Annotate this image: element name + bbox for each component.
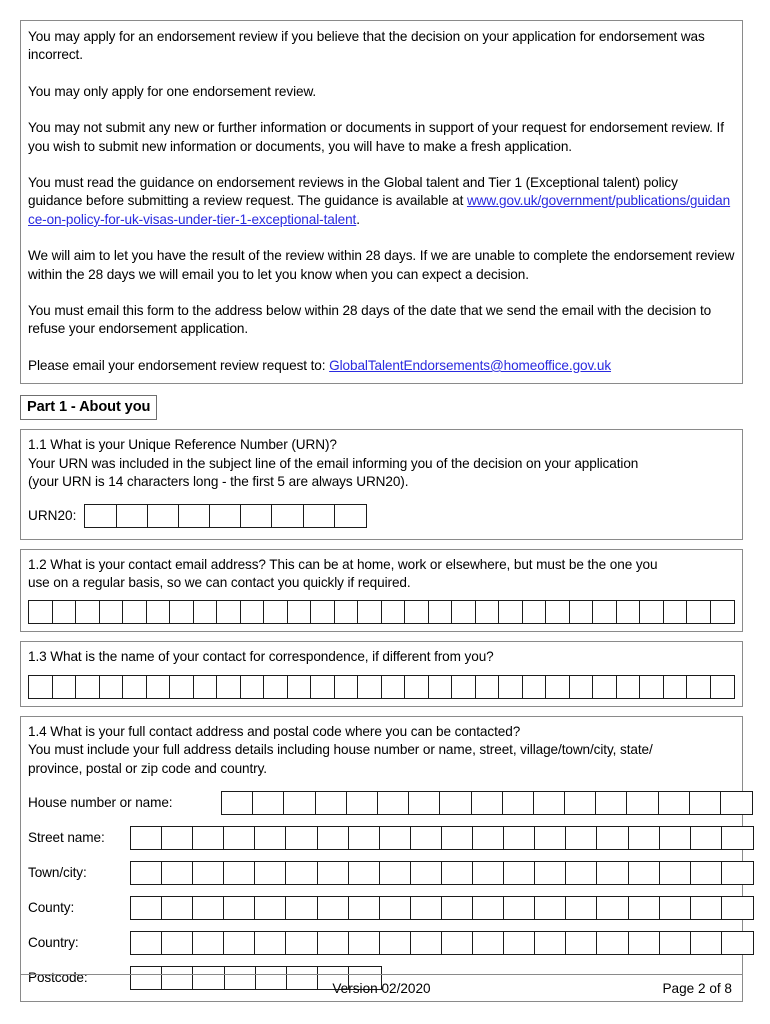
character-cell[interactable] [100,676,124,698]
character-cell[interactable] [286,862,317,884]
character-cell[interactable] [535,862,566,884]
intro-section [20,20,743,384]
character-cell[interactable] [179,505,210,527]
character-cell[interactable] [378,792,409,814]
character-cell[interactable] [222,792,253,814]
guidance-text: You must read the guidance on endorsement reviews in the Global talent and Tier 1 (Exceptional talent) policy guidance before submitting a review request. The guidance is available at [28,175,678,209]
q11-line-1: 1.1 What is your Unique Reference Number (URN)? [28,437,337,453]
character-cell[interactable] [347,792,378,814]
character-cell[interactable] [473,827,504,849]
character-cell[interactable] [504,897,535,919]
character-cell[interactable] [311,676,335,698]
email-instruction-text: Please email your endorsement review request to: [28,357,330,373]
character-cell[interactable] [566,827,597,849]
character-cell[interactable] [148,505,179,527]
character-cell[interactable] [617,676,641,698]
character-cell[interactable] [597,932,628,954]
character-cell[interactable] [170,601,194,623]
county-input[interactable] [130,896,754,920]
character-cell[interactable] [687,676,711,698]
character-cell[interactable] [664,676,688,698]
character-cell[interactable] [253,792,284,814]
character-cell[interactable] [264,601,288,623]
character-cell[interactable] [224,932,255,954]
character-cell[interactable] [76,676,100,698]
character-cell[interactable] [722,862,753,884]
footer-version: Version 02/2020 [332,980,431,996]
character-cell[interactable] [162,827,193,849]
character-cell[interactable] [405,676,429,698]
part-1-heading: Part 1 - About you [20,395,157,420]
intro-paragraph-1: You may apply for an endorsement review if you believe that the decision on your application for endorsement was incorrect. [28,29,705,63]
q12-line-2: use on a regular basis, so we can contact you quickly if required. [28,574,411,590]
character-cell[interactable] [194,601,218,623]
character-cell[interactable] [534,792,565,814]
character-cell[interactable] [566,862,597,884]
character-cell[interactable] [504,932,535,954]
q11-line-3: (your URN is 14 characters long - the first 5 are always URN20). [28,474,409,490]
character-cell[interactable] [217,601,241,623]
character-cell[interactable] [687,601,711,623]
character-cell[interactable] [504,827,535,849]
character-cell[interactable] [288,676,312,698]
character-cell[interactable] [316,792,347,814]
character-cell[interactable] [411,932,442,954]
character-cell[interactable] [691,827,722,849]
character-cell[interactable] [659,792,690,814]
character-cell[interactable] [162,862,193,884]
character-cell[interactable] [358,601,382,623]
character-cell[interactable] [660,932,691,954]
character-cell[interactable] [162,897,193,919]
character-cell[interactable] [382,601,406,623]
character-cell[interactable] [284,792,315,814]
character-cell[interactable] [382,676,406,698]
character-cell[interactable] [442,932,473,954]
address-row-town-city [28,861,735,885]
intro-paragraph-5: You must email this form to the address below within 28 days of the date that we send the email with the decision to refuse your endorsement application. [28,303,712,337]
character-cell[interactable] [722,827,753,849]
character-cell[interactable] [123,676,147,698]
address-row-county [28,896,735,920]
character-cell[interactable] [29,676,53,698]
character-cell[interactable] [411,862,442,884]
q13-line-1: 1.3 What is the name of your contact for correspondence, if different from you? [28,649,494,665]
intro-paragraph-2: You may only apply for one endorsement review. [28,83,317,99]
character-cell[interactable] [411,897,442,919]
character-cell[interactable] [255,827,286,849]
email-paragraph [28,357,735,375]
character-cell[interactable] [629,932,660,954]
character-cell[interactable] [349,862,380,884]
question-1-2-section [20,549,743,633]
character-cell[interactable] [476,601,500,623]
character-cell[interactable] [565,792,596,814]
character-cell[interactable] [210,505,241,527]
character-cell[interactable] [304,505,335,527]
character-cell[interactable] [170,676,194,698]
character-cell[interactable] [318,862,349,884]
character-cell[interactable] [660,862,691,884]
footer-page-number: Page 2 of 8 [662,980,732,996]
character-cell[interactable] [640,676,664,698]
character-cell[interactable] [711,676,734,698]
character-cell[interactable] [311,601,335,623]
character-cell[interactable] [440,792,471,814]
character-cell[interactable] [131,897,162,919]
page-footer [20,974,743,1002]
character-cell[interactable] [286,932,317,954]
character-cell[interactable] [442,862,473,884]
urn-input-row [28,504,735,528]
character-cell[interactable] [523,601,547,623]
correspondence-name-input[interactable] [28,675,735,699]
character-cell[interactable] [721,792,752,814]
intro-paragraph-4: We will aim to let you have the result of the review within 28 days. If we are unable to complete the endorsement review within the 28 days we will email you to let you know when you can expect a decision. [28,248,735,282]
character-cell[interactable] [499,601,523,623]
character-cell[interactable] [147,676,171,698]
character-cell[interactable] [131,827,162,849]
character-cell[interactable] [29,601,53,623]
street-name-input[interactable] [130,826,754,850]
guidance-policy-link[interactable]: www.gov.uk/government/publications/guidance-on-policy-for-uk-visas-under-tier-1-exceptional-talent [28,193,731,227]
character-cell[interactable] [535,827,566,849]
character-cell[interactable] [286,897,317,919]
character-cell[interactable] [241,601,265,623]
character-cell[interactable] [224,827,255,849]
character-cell[interactable] [349,897,380,919]
character-cell[interactable] [473,932,504,954]
character-cell[interactable] [217,676,241,698]
character-cell[interactable] [117,505,148,527]
character-cell[interactable] [503,792,534,814]
q14-line-2: You must include your full address details including house number or name, street, village/town/city, state/ [28,742,653,758]
character-cell[interactable] [193,827,224,849]
character-cell[interactable] [264,676,288,698]
character-cell[interactable] [593,601,617,623]
character-cell[interactable] [100,601,124,623]
character-cell[interactable] [566,932,597,954]
q14-line-3: province, postal or zip code and country. [28,760,267,776]
address-row-house-number [28,791,735,815]
question-1-4-section [20,716,743,1002]
character-cell[interactable] [147,601,171,623]
character-cell[interactable] [224,897,255,919]
character-cell[interactable] [593,676,617,698]
street-name-label: Street name: [28,829,105,845]
character-cell[interactable] [405,601,429,623]
character-cell[interactable] [629,897,660,919]
q14-line-1: 1.4 What is your full contact address and postal code where you can be contacted? [28,723,521,739]
question-1-3-section [20,641,743,706]
character-cell[interactable] [596,792,627,814]
character-cell[interactable] [546,676,570,698]
county-label: County: [28,899,75,915]
character-cell[interactable] [288,601,312,623]
character-cell[interactable] [85,505,116,527]
character-cell[interactable] [318,932,349,954]
character-cell[interactable] [380,897,411,919]
character-cell[interactable] [499,676,523,698]
character-cell[interactable] [241,676,265,698]
character-cell[interactable] [660,827,691,849]
character-cell[interactable] [711,601,734,623]
character-cell[interactable] [473,862,504,884]
character-cell[interactable] [664,601,688,623]
character-cell[interactable] [335,505,366,527]
character-cell[interactable] [472,792,503,814]
q11-line-2: Your URN was included in the subject line of the email informing you of the decision on your application [28,455,639,471]
guidance-period: . [356,211,360,227]
character-cell[interactable] [255,897,286,919]
character-cell[interactable] [546,601,570,623]
character-cell[interactable] [131,862,162,884]
character-cell[interactable] [380,932,411,954]
character-cell[interactable] [535,897,566,919]
intro-paragraph-3: You may not submit any new or further information or documents in support of your request for endorsement review. If you wish to submit new information or documents, you will have to make a fresh application. [28,120,724,154]
character-cell[interactable] [442,827,473,849]
character-cell[interactable] [76,601,100,623]
character-cell[interactable] [272,505,303,527]
character-cell[interactable] [286,827,317,849]
character-cell[interactable] [131,932,162,954]
character-cell[interactable] [570,676,594,698]
character-cell[interactable] [597,827,628,849]
character-cell[interactable] [193,932,224,954]
town-city-input[interactable] [130,861,754,885]
character-cell[interactable] [722,897,753,919]
character-cell[interactable] [617,601,641,623]
address-row-country [28,931,735,955]
character-cell[interactable] [570,601,594,623]
endorsements-email-link[interactable]: GlobalTalentEndorsements@homeoffice.gov.uk [329,357,612,373]
character-cell[interactable] [690,792,721,814]
character-cell[interactable] [660,897,691,919]
character-cell[interactable] [629,827,660,849]
character-cell[interactable] [380,827,411,849]
character-cell[interactable] [597,862,628,884]
country-label: Country: [28,934,79,950]
character-cell[interactable] [535,932,566,954]
character-cell[interactable] [476,676,500,698]
character-cell[interactable] [691,862,722,884]
character-cell[interactable] [162,932,193,954]
character-cell[interactable] [722,932,753,954]
house-number-label: House number or name: [28,794,173,810]
character-cell[interactable] [409,792,440,814]
town-city-label: Town/city: [28,864,87,880]
character-cell[interactable] [629,862,660,884]
address-row-street-name [28,826,735,850]
character-cell[interactable] [255,932,286,954]
urn-prefix-label: URN20: [28,507,77,523]
character-cell[interactable] [53,676,77,698]
character-cell[interactable] [597,897,628,919]
character-cell[interactable] [452,601,476,623]
character-cell[interactable] [429,676,453,698]
character-cell[interactable] [335,601,359,623]
character-cell[interactable] [349,827,380,849]
character-cell[interactable] [224,862,255,884]
character-cell[interactable] [691,932,722,954]
character-cell[interactable] [349,932,380,954]
character-cell[interactable] [429,601,453,623]
postcode-label: Postcode: [28,969,88,985]
character-cell[interactable] [318,827,349,849]
character-cell[interactable] [691,897,722,919]
country-input[interactable] [130,931,754,955]
character-cell[interactable] [335,676,359,698]
guidance-paragraph [28,174,735,229]
character-cell[interactable] [627,792,658,814]
character-cell[interactable] [380,862,411,884]
character-cell[interactable] [523,676,547,698]
house-number-input[interactable] [221,791,753,815]
character-cell[interactable] [411,827,442,849]
q12-line-1: 1.2 What is your contact email address? This can be at home, work or elsewhere, but must be the one you [28,556,658,572]
character-cell[interactable] [358,676,382,698]
character-cell[interactable] [452,676,476,698]
character-cell[interactable] [473,897,504,919]
urn-input[interactable] [84,504,367,528]
character-cell[interactable] [566,897,597,919]
character-cell[interactable] [255,862,286,884]
character-cell[interactable] [123,601,147,623]
character-cell[interactable] [193,862,224,884]
question-1-1-section [20,429,743,539]
character-cell[interactable] [193,897,224,919]
contact-email-input[interactable] [28,600,735,624]
character-cell[interactable] [442,897,473,919]
character-cell[interactable] [640,601,664,623]
character-cell[interactable] [318,897,349,919]
character-cell[interactable] [194,676,218,698]
character-cell[interactable] [504,862,535,884]
character-cell[interactable] [241,505,272,527]
character-cell[interactable] [53,601,77,623]
